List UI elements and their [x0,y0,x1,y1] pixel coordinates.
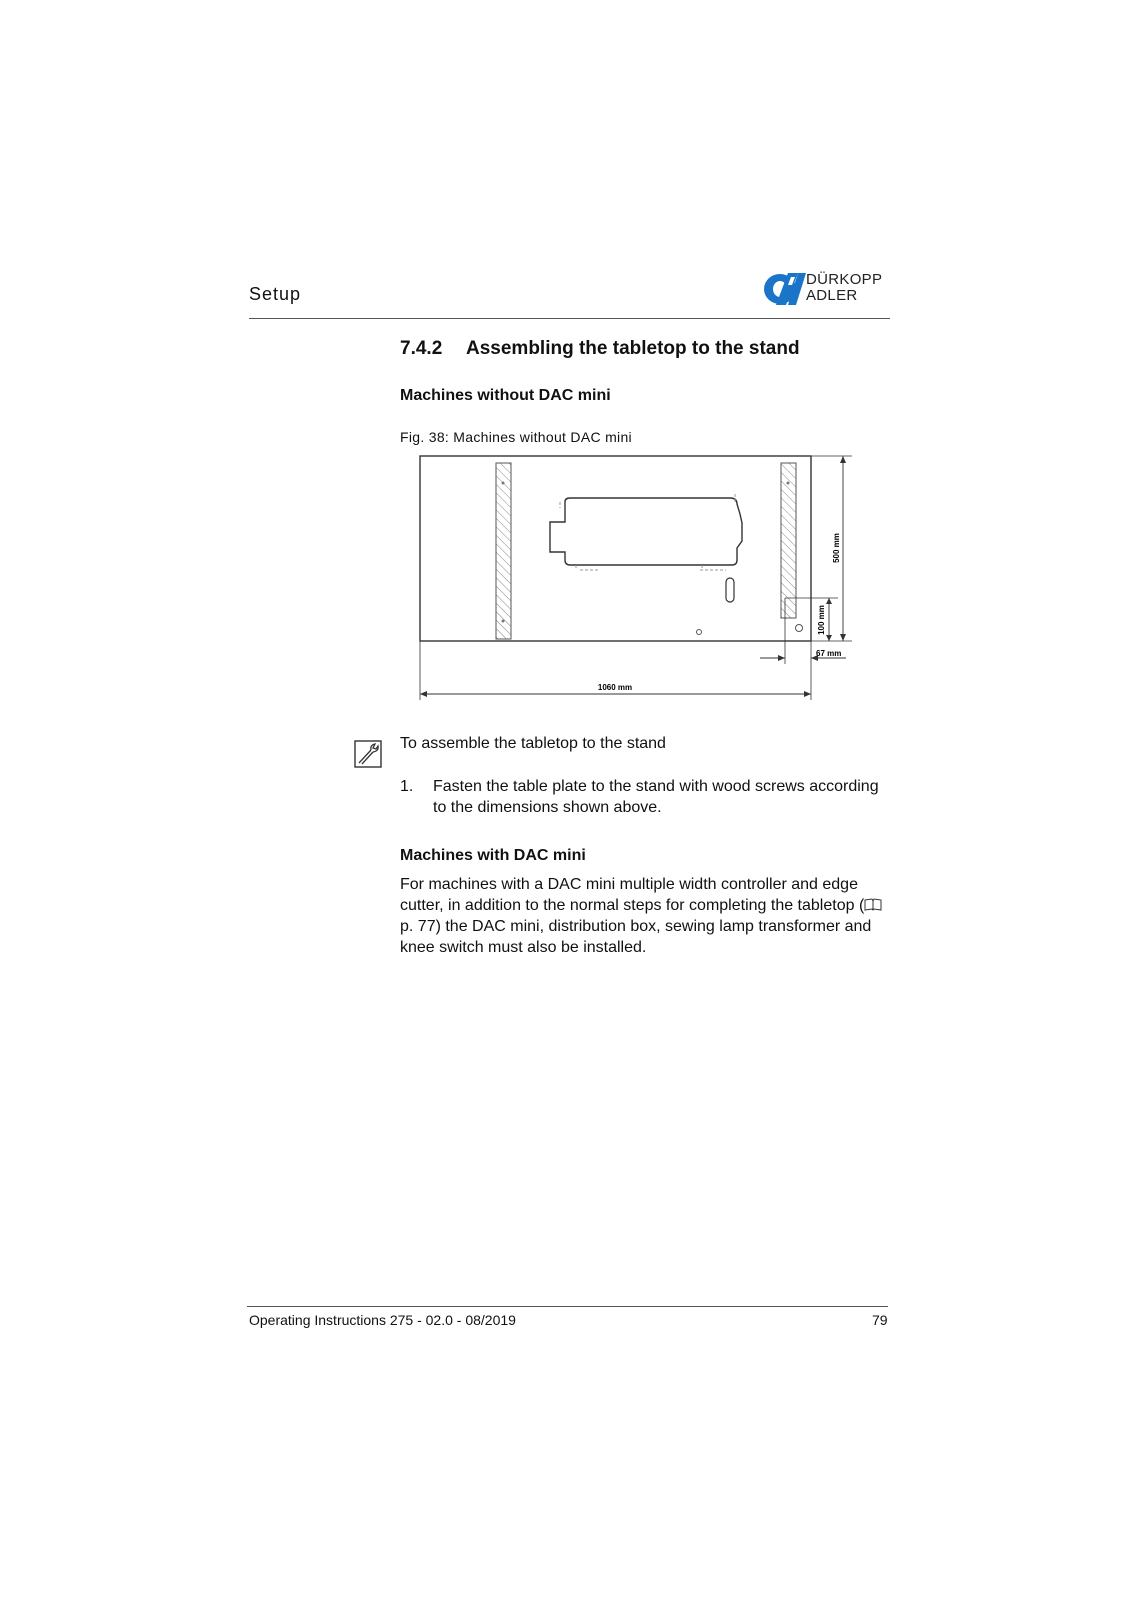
step-number: 1. [400,778,414,795]
footer-document-info: Operating Instructions 275 - 02.0 - 08/2019 [249,1312,516,1328]
table-outline [420,456,811,641]
page-number: 79 [872,1312,888,1328]
dac-text-before: For machines with a DAC mini multiple width controller and edge cutter, in addition to the normal steps for completing the tabletop ( [400,876,865,914]
slot [726,578,734,602]
dim-label-offset-vertical: 100 mm [817,605,826,635]
subheading-without-dac: Machines without DAC mini [400,387,611,404]
logo-line-1: DÜRKOPP [806,271,883,288]
stand-rail-right [781,463,796,618]
header-rule [249,318,890,319]
logo-line-2: ADLER [806,287,858,304]
tabletop-dimension-drawing [400,448,860,706]
machine-cutout [550,498,742,565]
dim-label-offset-horizontal: 67 mm [816,649,842,658]
instruction-intro: To assemble the tabletop to the stand [400,735,666,752]
book-icon [864,898,882,911]
dac-text-after: p. 77) the DAC mini, distribution box, sewing lamp transformer and knee switch must also be installed. [400,918,872,956]
stand-rail-left [496,463,511,639]
section-heading [400,338,800,360]
footer-rule [247,1306,888,1307]
logo-mark-icon [762,271,806,307]
dim-label-height: 500 mm [832,533,841,563]
header-section-title: Setup [249,284,302,304]
dac-paragraph [400,874,890,958]
wrench-icon [354,740,382,768]
section-title: Assembling the tabletop to the stand [466,338,800,359]
list-item [400,776,890,818]
subheading-with-dac: Machines with DAC mini [400,847,586,864]
section-number: 7.4.2 [400,338,443,359]
dim-label-width: 1060 mm [597,683,633,692]
figure-caption: Fig. 38: Machines without DAC mini [400,429,632,445]
step-text: Fasten the table plate to the stand with wood screws according to the dimensions shown above. [433,778,879,816]
